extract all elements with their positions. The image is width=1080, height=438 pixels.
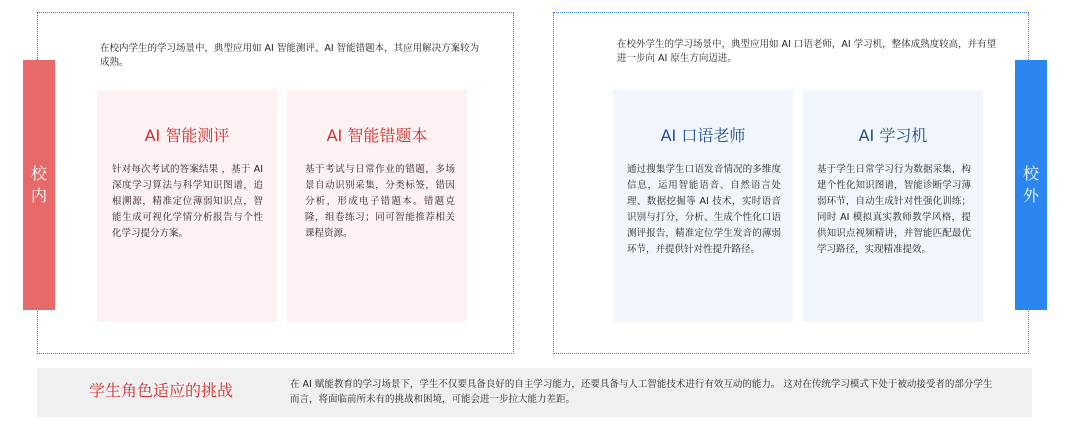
challenge-title: 学生角色适应的挑战 [89, 381, 234, 400]
challenge-text: 在 AI 赋能教育的学习场景下，学生不仅要具备良好的自主学习能力，还要具备与人工智能技术进行有效互动的能力。 这对在传统学习模式下处于被动接受者的部分学生而言，将面临前所未有的挑战和困境，可能会进一步拉大能力差距。 [290, 379, 993, 405]
ai-learning-device-body: 基于学生日常学习行为数据采集，构建个性化知识图谱，智能诊断学习薄弱环节，自动生成针对性强化训练；同时 AI 模拟真实教师教学风格，提供知识点视频精讲，并智能匹配最优学习路径，实现精准提效。 [817, 164, 971, 255]
ai-mistake-book-body: 基于考试与日常作业的错题，多场景自动识别采集，分类标签，错因分析，形成电子错题本。错题克隆，组卷练习；同可智能推荐相关课程资源。 [305, 164, 455, 239]
in-school-tab [23, 60, 55, 310]
ai-speaking-teacher-card [613, 90, 793, 322]
challenge-bar [37, 368, 1032, 417]
out-school-tab [1015, 60, 1047, 310]
ai-speaking-teacher-title: AI 口语老师 [660, 126, 746, 145]
ai-assessment-body: 针对每次考试的答案结果 ，基于 AI 深度学习算法与科学知识图谱，追根溯源，精准定位薄弱知识点，智能生成可视化学情分析报告与个性化学习提分方案。 [112, 164, 263, 239]
ai-learning-device-title: AI 学习机 [858, 126, 928, 145]
ai-mistake-book-card [287, 90, 467, 322]
ai-assessment-card [97, 90, 277, 322]
ai-assessment-title: AI 智能测评 [144, 126, 230, 145]
ai-speaking-teacher-body: 通过搜集学生口语发音情况的多维度信息，运用智能语音、自然语言处理、数据挖掘等 AI 技术，实时语音识别与打分，分析、生成个性化口语测评报告，精准定位学生发音的薄弱环节，并提供针对性提升路径。 [627, 164, 781, 255]
in-school-intro: 在校内学生的学习场景中，典型应用如 AI 智能测评、AI 智能错题本，其应用解决方案较为成熟。 [100, 43, 480, 68]
out-school-tab-label: 校外 [1022, 164, 1039, 205]
ai-mistake-book-title: AI 智能错题本 [326, 126, 428, 145]
in-school-tab-label: 校内 [30, 164, 47, 205]
out-school-intro: 在校外学生的学习场景中，典型应用如 AI 口语老师，AI 学习机，整体成熟度较高，并有望进一步向 AI 原生方向迈进。 [617, 39, 997, 64]
ai-learning-device-card [803, 90, 983, 322]
